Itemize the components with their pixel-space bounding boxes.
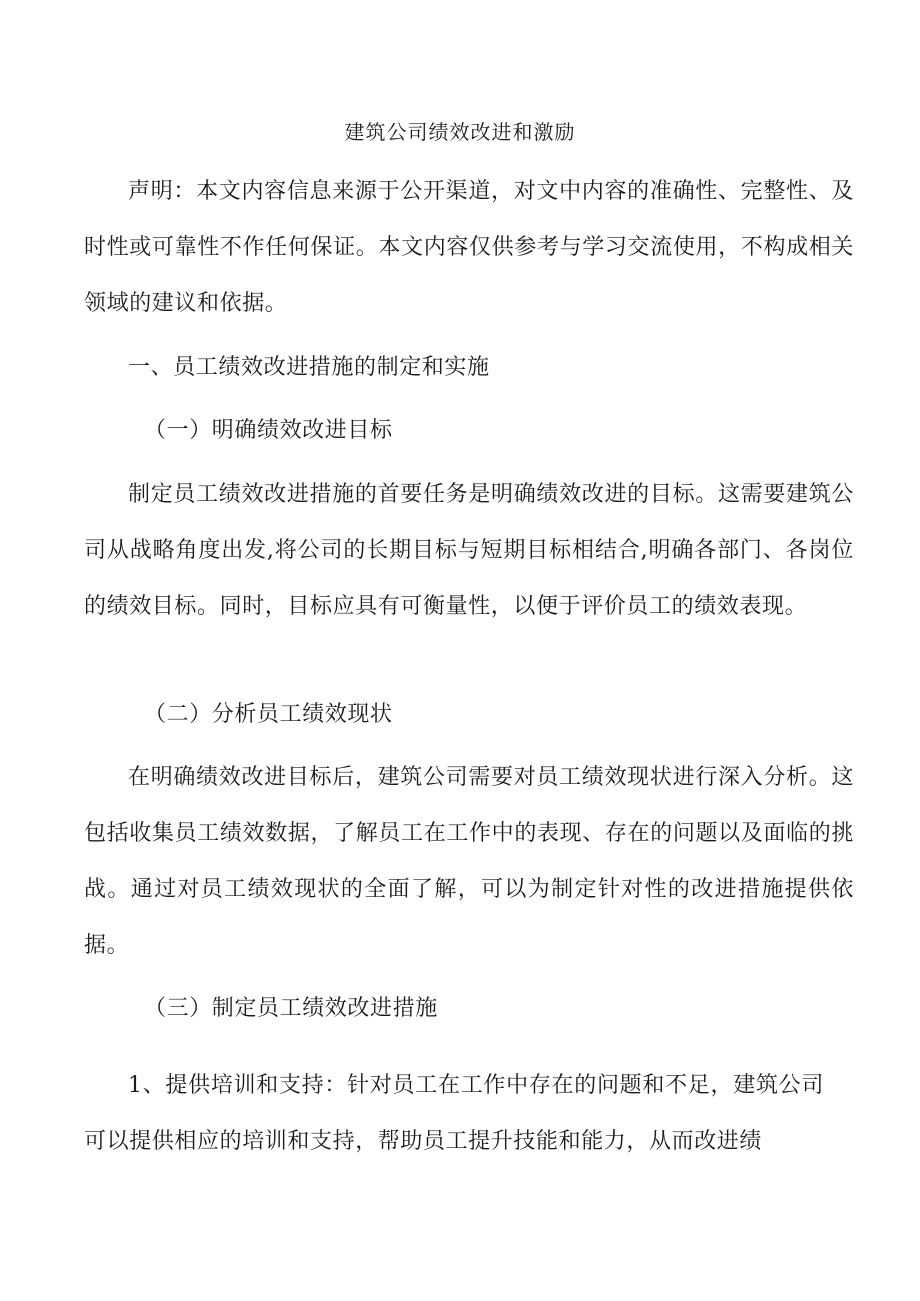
document-title: 建筑公司绩效改进和激励 <box>344 120 576 144</box>
subsection-heading-1: （一）明确绩效改进目标 <box>144 418 393 443</box>
subsection-1-paragraph: 制定员工绩效改进措施的首要任务是明确绩效改进的目标。这需要建筑公司从战略角度出发,将公司的长期目标与短期目标相结合,明确各部门、各岗位的绩效目标。同时，目标应具有可衡量性，以便于评价员工的绩效表现。 <box>84 482 854 619</box>
section-heading-1: 一、员工绩效改进措施的制定和实施 <box>128 355 490 380</box>
subsection-heading-2: （二）分析员工绩效现状 <box>144 702 393 727</box>
subsection-3-item-1: 1、提供培训和支持：针对员工在工作中存在的问题和不足，建筑公司可以提供相应的培训和支持，帮助员工提升技能和能力，从而改进绩 <box>84 1073 824 1154</box>
subsection-2-paragraph: 在明确绩效改进目标后，建筑公司需要对员工绩效现状进行深入分析。这包括收集员工绩效数据，了解员工在工作中的表现、存在的问题以及面临的挑战。通过对员工绩效现状的全面了解，可以为制定针对性的改进措施提供依据。 <box>84 765 854 958</box>
subsection-heading-3: （三）制定员工绩效改进措施 <box>144 996 438 1021</box>
disclaimer-paragraph: 声明：本文内容信息来源于公开渠道，对文中内容的准确性、完整性、及时性或可靠性不作任何保证。本文内容仅供参考与学习交流使用，不构成相关领域的建议和依据。 <box>84 179 854 316</box>
